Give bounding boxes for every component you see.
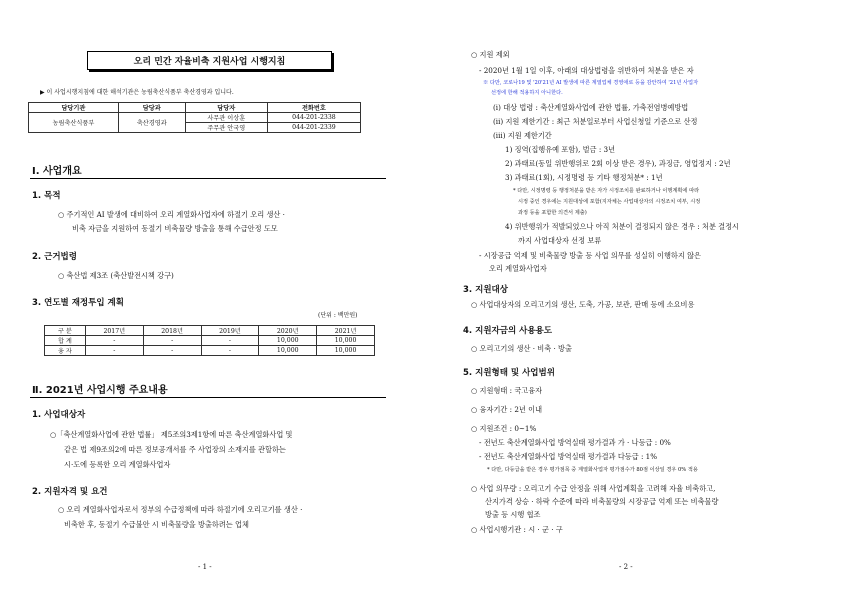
page-number: - 2 - — [619, 563, 633, 571]
paragraph-line: ○ 오리 계열화사업자로서 정부의 수급정책에 따라 하절기에 오리고기를 생산 · — [58, 505, 303, 514]
contact-org: 농림축산식품부 — [29, 113, 119, 133]
page-number: - 1 - — [198, 563, 212, 571]
budget-cell: 합 계 — [45, 336, 86, 346]
paragraph-line: - 전년도 축산계열화사업 방역실태 평가결과 다등급 : 1% — [479, 452, 658, 461]
footnote-line: 시정 중인 경우에는 지원대상에 포함(지자체는 사업대상자의 시정조치 여부, 시정 — [518, 199, 701, 205]
contact-person: 사무관 이상훈 — [185, 113, 267, 123]
notice-line: 선정에 한해 적용하지 아니한다. — [491, 90, 563, 96]
intro-note: ▶ 이 사업시행지침에 대한 해석기관은 농림축산식품부 축산경영과 입니다. — [40, 89, 234, 96]
unit-label: (단위 : 백만원) — [318, 312, 358, 319]
budget-cell: - — [201, 346, 259, 356]
paragraph-line: - 2020년 1월 1일 이후, 아래의 대상법령을 위반하여 처분을 받은 자 — [479, 66, 694, 75]
subsection-heading: 5. 지원형태 및 사업범위 — [463, 368, 555, 378]
section-heading: Ⅱ. 2021년 사업시행 주요내용 — [32, 385, 168, 396]
paragraph-line: - 시장공급 억제 및 비축물량 방출 등 사업 의무를 성실히 이행하지 않은 — [479, 251, 701, 260]
contact-dept: 축산경영과 — [118, 113, 185, 133]
paragraph-line: ○ 지원형태 : 국고융자 — [471, 386, 543, 395]
paragraph-line: ○ 주기적인 AI 발생에 대비하여 오리 계열화사업자에 하절기 오리 생산 · — [58, 210, 285, 219]
subsection-heading: 1. 사업대상자 — [32, 410, 86, 420]
contact-header: 담당과 — [118, 103, 185, 113]
budget-cell: - — [85, 346, 143, 356]
document-title: 오리 민간 자율비축 지원사업 시행지침 — [87, 51, 332, 70]
subsection-heading: 2. 근거법령 — [32, 252, 77, 262]
budget-cell: 10,000 — [259, 336, 317, 346]
subsection-heading: 2. 지원자격 및 요건 — [32, 487, 108, 497]
paragraph-line: ○ 지원조건 : 0~1% — [471, 424, 537, 433]
contact-table — [28, 102, 361, 133]
paragraph-line: (ⅱ) 지원 제한기간 : 최근 처분일로부터 사업신청일 기준으로 산정 — [493, 117, 698, 126]
subsection-heading: 4. 지원자금의 사용용도 — [463, 326, 552, 336]
paragraph-line: ○ 사업 의무량 : 오리고기 수급 안정을 위해 사업계획을 고려해 자율 비축하고, — [471, 484, 716, 493]
budget-header: 2019년 — [201, 326, 259, 336]
contact-person: 주무관 안국영 — [185, 123, 267, 133]
paragraph-line: 까지 사업대상자 선정 보류 — [518, 236, 602, 245]
paragraph-line: 오리 계열화사업자 — [489, 264, 547, 273]
paragraph-line: 산지가격 상승 · 하락 수준에 따라 비축물량의 시장공급 억제 또는 비축물량 — [485, 497, 719, 506]
paragraph-line: ○ 지원 제외 — [471, 50, 510, 59]
paragraph-line: (ⅲ) 지원 제한기간 — [493, 131, 552, 140]
budget-cell: 10,000 — [259, 346, 317, 356]
budget-header: 2017년 — [85, 326, 143, 336]
paragraph-line: 방출 등 시행 협조 — [485, 510, 541, 519]
contact-header: 전화번호 — [267, 103, 360, 113]
paragraph-line: ○ 융자기간 : 2년 이내 — [471, 405, 543, 414]
footnote-line: * 다만, 다등급을 받은 경우 평가점목 중 계열화사업자 평가점수가 80점 이상일 경우 0% 적용 — [487, 467, 698, 473]
paragraph-line: - 전년도 축산계열화사업 방역실태 평가결과 가 · 나등급 : 0% — [479, 438, 671, 447]
budget-cell: 10,000 — [317, 346, 375, 356]
budget-header: 2018년 — [143, 326, 201, 336]
budget-header: 구 분 — [45, 326, 86, 336]
subsection-heading: 3. 연도별 재정투입 계획 — [32, 298, 124, 308]
paragraph-line: ○「축산계열화사업에 관한 법률」 제5조의3제1항에 따른 축산계열화사업 및 — [50, 430, 293, 439]
notice-line: ※ 다만, 코로나19 및 '20'21년 AI 발생에 따른 계열업체 경영애로 등을 감안하여 '21년 사업자 — [483, 80, 699, 86]
footnote-line: * 다만, 시정명령 등 행정처분을 받은 자가 시정조치를 완료하거나 이행계획에 따라 — [513, 188, 700, 194]
paragraph-line: ○ 사업시행기관 : 시 · 군 · 구 — [471, 525, 563, 534]
budget-header: 2020년 — [259, 326, 317, 336]
paragraph-line: 3) 과태료(1회), 시정명령 등 기타 행정처분* : 1년 — [505, 173, 663, 182]
contact-phone: 044-201-2338 — [267, 113, 360, 123]
budget-cell: 융 자 — [45, 346, 86, 356]
page-left — [0, 0, 420, 595]
budget-cell: 10,000 — [317, 336, 375, 346]
paragraph-line: 1) 징역(집행유예 포함), 벌금 : 3년 — [505, 145, 616, 154]
contact-header: 담당자 — [185, 103, 267, 113]
contact-header: 담당기관 — [29, 103, 119, 113]
paragraph-line: 시·도에 등록한 오리 계열화사업자 — [64, 460, 171, 469]
section-rule — [30, 178, 386, 179]
section-heading: Ⅰ. 사업개요 — [32, 166, 82, 177]
paragraph-line: ○ 사업대상자의 오리고기의 생산, 도축, 가공, 보관, 판매 등에 소요비용 — [471, 300, 695, 309]
subsection-heading: 3. 지원대상 — [463, 285, 508, 295]
contact-phone: 044-201-2339 — [267, 123, 360, 133]
budget-table — [44, 325, 375, 356]
budget-cell: - — [143, 336, 201, 346]
paragraph-line: 비축 자금을 지원하여 동절기 비축물량 방출을 통해 수급안정 도모 — [72, 224, 278, 233]
budget-header: 2021년 — [317, 326, 375, 336]
budget-cell: - — [201, 336, 259, 346]
paragraph-line: 같은 법 제9조의2에 따른 정보공개서를 주 사업장의 소재지를 관할하는 — [64, 445, 286, 454]
page-right — [421, 0, 841, 595]
footnote-line: 과정 등을 포함한 의견서 제출) — [518, 210, 587, 216]
paragraph-line: ○ 오리고기의 생산 · 비축 · 방출 — [471, 344, 572, 353]
paragraph-line: (ⅰ) 대상 법령 : 축산계열화사업에 관한 법률, 가축전염병예방법 — [493, 103, 689, 112]
section-rule — [30, 397, 386, 398]
paragraph-line: 4) 위반행위가 적발되었으나 아직 처분이 결정되지 않은 경우 : 처분 결정시 — [505, 222, 739, 231]
budget-cell: - — [85, 336, 143, 346]
paragraph-line: 비축한 후, 동절기 수급불안 시 비축물량을 방출하려는 업체 — [64, 520, 249, 529]
budget-cell: - — [143, 346, 201, 356]
paragraph-line: ○ 축산법 제3조 (축산발전시책 강구) — [58, 271, 174, 280]
subsection-heading: 1. 목적 — [32, 191, 61, 201]
paragraph-line: 2) 과태료(동일 위반행위로 2회 이상 받은 경우), 과징금, 영업정지 : 2년 — [505, 159, 731, 168]
